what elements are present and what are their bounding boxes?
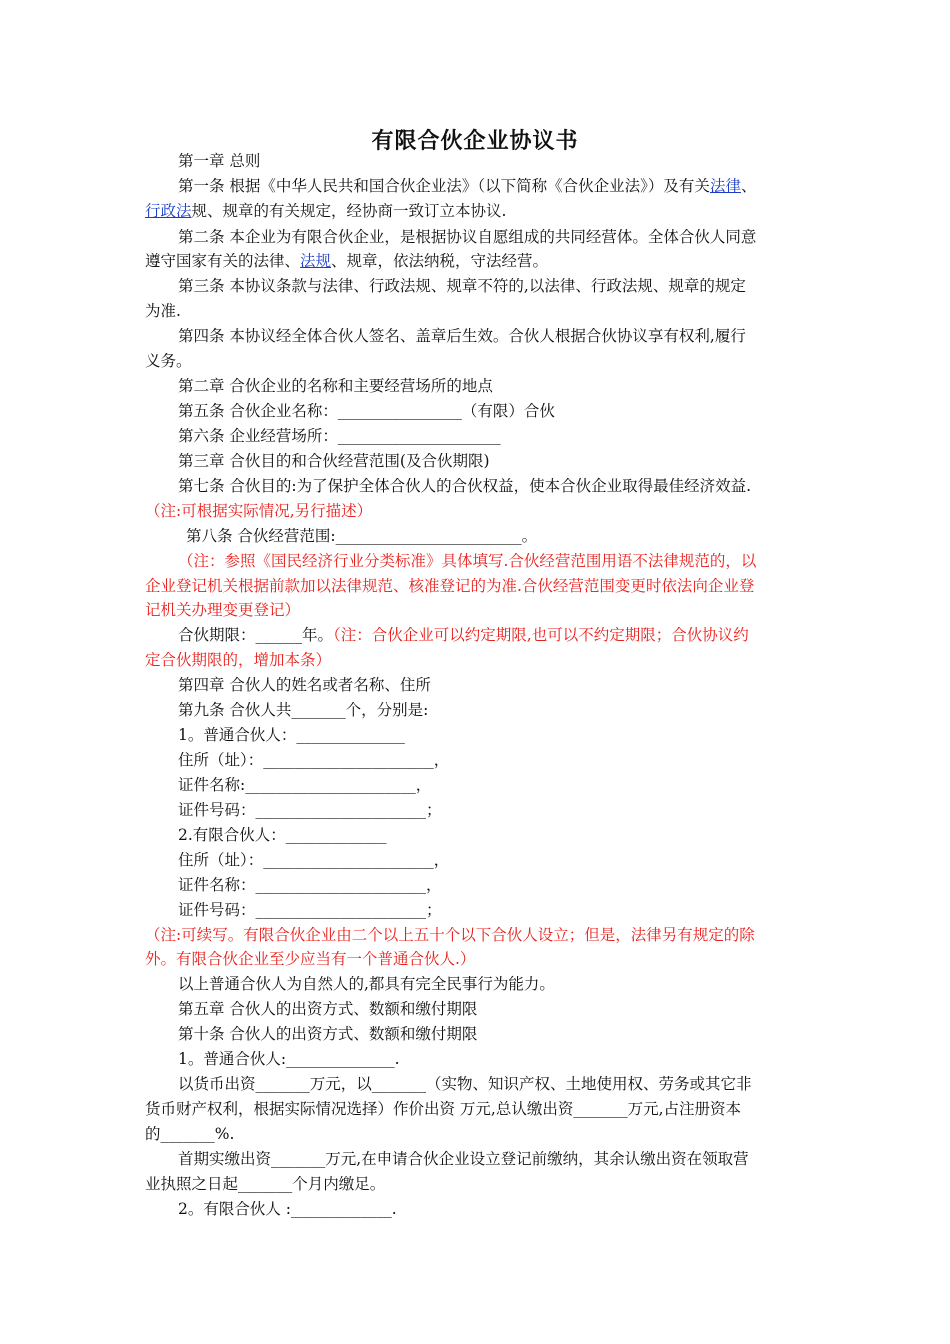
article-2-text: 遵守国家有关的法律、 (145, 252, 301, 270)
contribution-limited-partner: 2。有限合伙人 :_____________. (178, 1200, 397, 1218)
regulations-link[interactable]: 法规 (300, 252, 332, 270)
general-partner-id-name: 证件名称:______________________， (178, 776, 432, 794)
chapter-1-heading: 第一章 总则 (178, 152, 261, 170)
first-payment-line-1: 首期实缴出资_______万元,在申请合伙企业设立登记前缴纳，其余认缴出资在领取营 (178, 1150, 749, 1168)
law-link[interactable]: 法律 (709, 177, 741, 195)
limited-partner-heading: 2.有限合伙人：_____________ (178, 826, 387, 844)
chapter-4-heading: 第四章 合伙人的姓名或者名称、住所 (178, 676, 431, 694)
general-partner-id-number: 证件号码：______________________； (178, 801, 442, 819)
limited-partner-address: 住所（址）：______________________， (178, 851, 450, 869)
article-4-line-2: 义务。 (145, 352, 192, 370)
term-text: 合伙期限：______年。 (178, 626, 334, 644)
term-note: （注：合伙企业可以约定期限,也可以不约定期限；合伙协议约 (333, 626, 749, 644)
article-8: 第八条 合伙经营范围:________________________。 (186, 527, 538, 545)
limited-partner-id-name: 证件名称：______________________， (178, 876, 442, 894)
article-2-line-2 (145, 251, 548, 271)
term-line-1 (178, 625, 749, 645)
chapter-5-heading: 第五章 合伙人的出资方式、数额和缴付期限 (178, 1000, 478, 1018)
article-3-line-1: 第三条 本协议条款与法律、行政法规、规章不符的,以法律、行政法规、规章的规定 (178, 277, 746, 295)
chapter-2-heading: 第二章 合伙企业的名称和主要经营场所的地点 (178, 377, 493, 395)
article-10: 第十条 合伙人的出资方式、数额和缴付期限 (178, 1025, 478, 1043)
article-1-line-1 (178, 176, 756, 196)
chapter-3-heading: 第三章 合伙目的和合伙经营范围(及合伙期限) (178, 452, 490, 470)
article-1-separator: 、 (740, 177, 757, 195)
document-title: 有限合伙企业协议书 (371, 129, 579, 154)
term-line-2: 定合伙期限的，增加本条） (145, 651, 332, 669)
natural-person-statement: 以上普通合伙人为自然人的,都具有完全民事行为能力。 (178, 975, 555, 993)
article-3-line-2: 为准. (145, 302, 181, 320)
limited-partner-id-number: 证件号码：______________________； (178, 901, 442, 919)
article-9: 第九条 合伙人共_______个，分别是: (178, 701, 429, 719)
note-3-line-1: （注:可续写。有限合伙企业由二个以上五十个以下合伙人设立；但是，法律另有规定的除 (145, 926, 755, 944)
contribution-general-partner: 1。普通合伙人:______________. (178, 1050, 400, 1068)
article-5: 第五条 合伙企业名称：________________（有限）合伙 (178, 402, 555, 420)
contribution-line-1: 以货币出资_______万元，以_______（实物、知识产权、土地使用权、劳务或其它非 (178, 1075, 752, 1093)
note-2-line-2: 企业登记机关根据前款加以法律规范、核准登记的为准.合伙经营范围变更时依法向企业登 (145, 577, 755, 595)
article-2-text-end: 、规章，依法纳税，守法经营。 (331, 252, 549, 270)
contribution-line-3: 的_______%. (145, 1125, 235, 1143)
note-3-line-2: 外。有限合伙企业至少应当有一个普通合伙人.） (145, 950, 476, 968)
contribution-line-2: 货币财产权利，根据实际情况选择）作价出资 万元,总认缴出资_______万元,占注册资本 (145, 1100, 742, 1118)
article-1-text-end: 规、规章的有关规定，经协商一致订立本协议. (191, 202, 507, 220)
article-1-line-2 (145, 201, 506, 221)
article-6: 第六条 企业经营场所：_____________________ (178, 427, 501, 445)
note-1: （注:可根据实际情况,另行描述） (145, 502, 373, 520)
note-2-line-1: （注：参照《国民经济行业分类标准》具体填写.合伙经营范围用语不法律规范的，以 (178, 552, 757, 570)
general-partner-address: 住所（址）：______________________， (178, 751, 450, 769)
article-4-line-1: 第四条 本协议经全体合伙人签名、盖章后生效。合伙人根据合伙协议享有权利,履行 (178, 327, 746, 345)
article-2-line-1: 第二条 本企业为有限合伙企业，是根据协议自愿组成的共同经营体。全体合伙人同意 (178, 228, 757, 246)
general-partner-heading: 1。普通合伙人：______________ (178, 726, 405, 744)
article-7: 第七条 合伙目的:为了保护全体合伙人的合伙权益，使本合伙企业取得最佳经济效益. (178, 477, 752, 495)
administrative-law-link[interactable]: 行政法 (145, 202, 192, 220)
first-payment-line-2: 业执照之日起_______个月内缴足。 (145, 1175, 386, 1193)
article-1-text: 第一条 根据《中华人民共和国合伙企业法》（以下简称《合伙企业法》）及有关 (178, 177, 710, 195)
note-2-line-3: 记机关办理变更登记） (145, 601, 301, 619)
